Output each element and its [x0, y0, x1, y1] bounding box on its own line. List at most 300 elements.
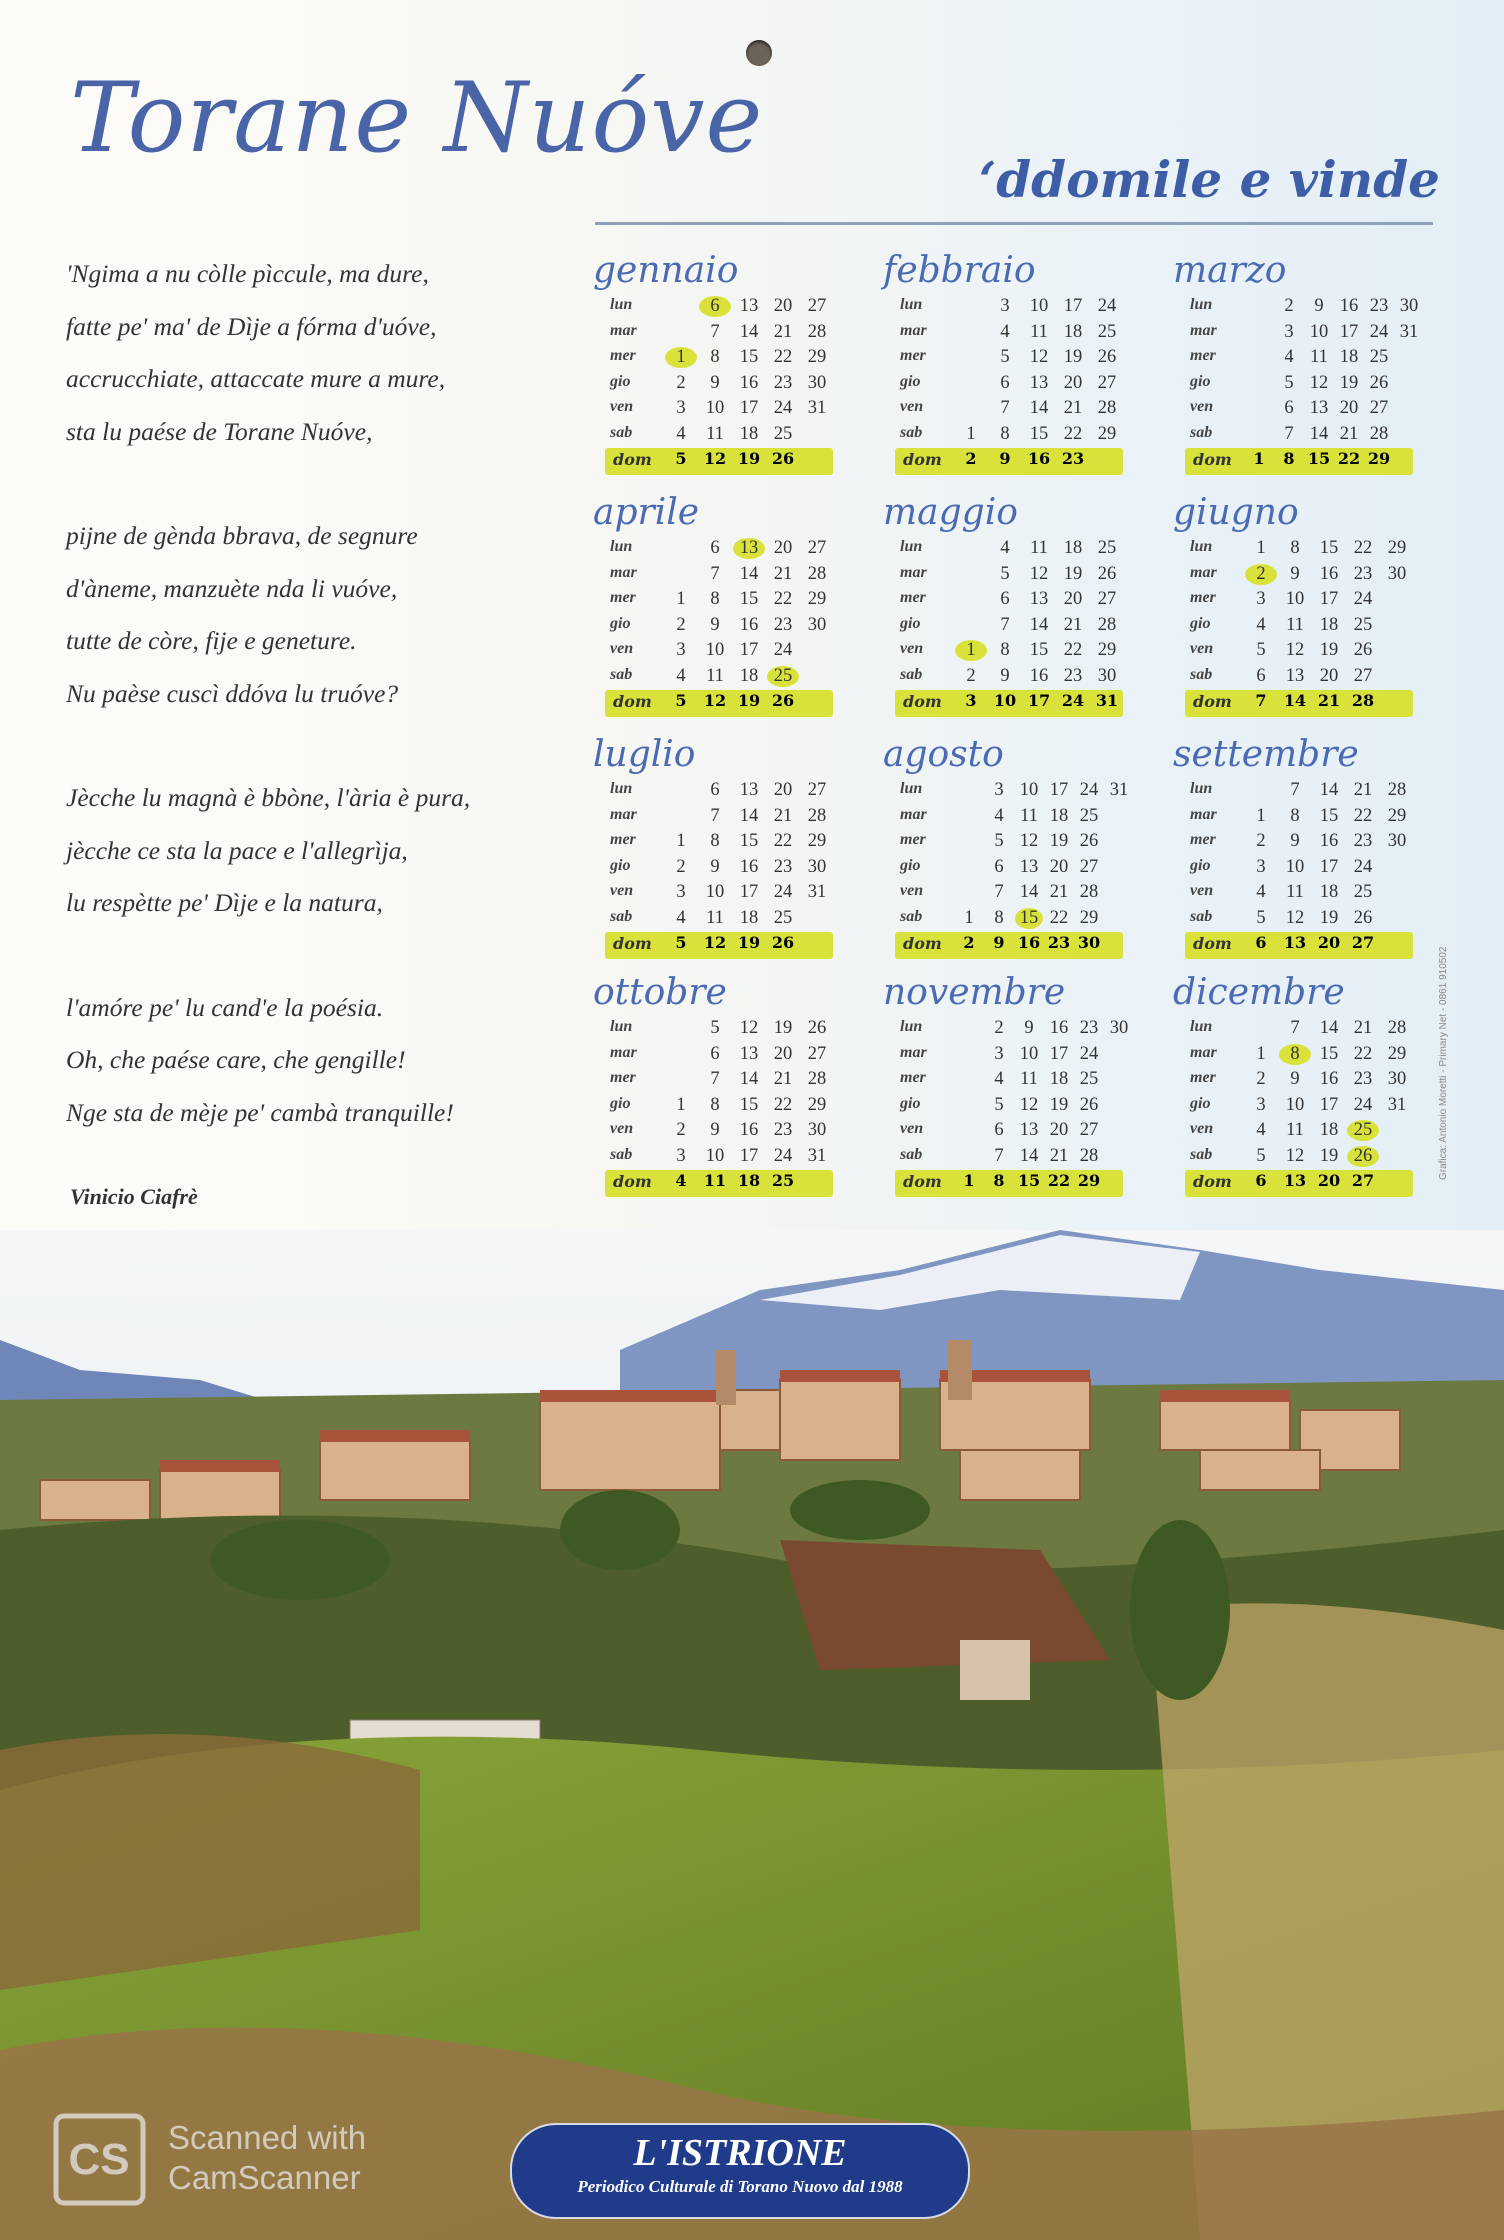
day-cell: 18 [739, 907, 759, 928]
weekday-label: ven [900, 398, 924, 415]
day-cell: 8 [1000, 640, 1010, 660]
month-novembre [880, 972, 1165, 1207]
week-row-dom [895, 1170, 1123, 1197]
week-row-dom [605, 690, 833, 717]
day-cell: 8 [710, 347, 720, 367]
day-cell: 3 [1256, 856, 1266, 877]
day-cell: 21 [1317, 691, 1341, 710]
day-cell: 10 [1285, 589, 1305, 609]
weekday-label: gio [610, 1094, 631, 1112]
day-cell: 28 [1351, 691, 1375, 710]
day-cell: 19 [1319, 1145, 1339, 1166]
day-cell: 16 [1029, 665, 1049, 686]
day-cell: 28 [1387, 1018, 1407, 1038]
day-cell: 30 [1387, 563, 1407, 584]
day-cell: 4 [994, 1069, 1004, 1089]
day-cell: 11 [706, 665, 724, 686]
day-cell: 2 [1256, 1069, 1266, 1089]
day-cell: 19 [1063, 563, 1083, 584]
weekday-label: sab [900, 665, 923, 683]
day-cell: 14 [739, 563, 759, 584]
day-cell: 16 [1319, 563, 1339, 584]
day-cell: 3 [676, 398, 686, 418]
day-cell: 7 [710, 805, 720, 826]
day-cell: 29 [1097, 640, 1117, 660]
weekday-label: ven [1190, 398, 1214, 415]
day-cell: 31 [1109, 780, 1129, 800]
week-row-dom [605, 1170, 833, 1197]
day-cell: 13 [1285, 665, 1305, 686]
day-cell: 8 [710, 589, 720, 609]
day-cell: 6 [1000, 589, 1010, 609]
day-cell: 20 [773, 780, 793, 800]
day-cell: 18 [1063, 321, 1083, 342]
day-cell: 22 [773, 347, 793, 367]
weekday-label: mer [900, 589, 926, 606]
day-cell: 2 [676, 856, 686, 877]
day-cell: 25 [1097, 538, 1117, 558]
day-cell: 29 [1079, 907, 1099, 928]
day-cell: 18 [1319, 882, 1339, 902]
day-cell: 28 [1079, 882, 1099, 902]
day-cell: 22 [1353, 538, 1373, 558]
weekday-label: gio [1190, 1094, 1211, 1112]
day-cell: 5 [1284, 372, 1294, 393]
day-cell: 3 [994, 1043, 1004, 1064]
day-cell: 19 [1049, 1094, 1069, 1115]
weekday-label: lun [1190, 1018, 1213, 1035]
month-name: gennaio [593, 250, 739, 291]
day-cell: 1 [665, 347, 697, 368]
day-cell: 7 [710, 563, 720, 584]
day-cell: 11 [703, 1171, 727, 1190]
weekday-label: dom [613, 934, 652, 953]
day-cell: 27 [1353, 665, 1373, 686]
day-cell: 16 [1049, 1018, 1069, 1038]
day-cell: 28 [1079, 1145, 1099, 1166]
day-cell: 5 [1256, 1145, 1266, 1166]
day-cell: 12 [1309, 372, 1329, 393]
weekday-label: lun [1190, 296, 1213, 313]
poem-stanza [66, 510, 566, 720]
week-row-dom [1185, 448, 1413, 475]
weekday-label: sab [610, 1145, 633, 1163]
month-name: giugno [1173, 492, 1299, 533]
weekday-label: mer [1190, 347, 1216, 364]
weekday-label: dom [903, 450, 942, 469]
day-cell: 5 [994, 831, 1004, 851]
day-cell: 3 [965, 691, 977, 710]
day-cell: 2 [963, 933, 975, 952]
day-cell: 1 [966, 423, 976, 444]
day-cell: 20 [773, 296, 793, 316]
day-cell: 13 [1029, 372, 1049, 393]
weekday-label: gio [900, 1094, 921, 1112]
day-cell: 6 [1000, 372, 1010, 393]
day-cell: 24 [773, 398, 793, 418]
poem-line: Jècche lu magnà è bbòne, l'ària è pura, [66, 783, 471, 812]
week-row-dom [605, 448, 833, 475]
day-cell: 15 [1017, 1171, 1041, 1190]
day-cell: 30 [1109, 1018, 1129, 1038]
day-cell: 14 [1319, 780, 1339, 800]
day-cell: 10 [1285, 1094, 1305, 1115]
day-cell: 20 [1317, 1171, 1341, 1190]
day-cell: 29 [807, 347, 827, 367]
poem-line: Nu paèse cuscì ddóva lu truóve? [66, 678, 399, 708]
month-gennaio [590, 250, 875, 485]
week-row-dom [1185, 1170, 1413, 1197]
day-cell: 10 [1029, 296, 1049, 316]
day-cell: 10 [705, 398, 725, 418]
day-cell: 10 [1019, 1043, 1039, 1064]
poem-line: Nge sta de mèje pe' cambà tranquille! [66, 1097, 454, 1127]
day-cell: 12 [1285, 907, 1305, 928]
day-cell: 6 [1255, 1171, 1267, 1190]
day-cell: 29 [807, 831, 827, 851]
watermark-line1: Scanned with [168, 2119, 367, 2156]
day-cell: 21 [1063, 398, 1083, 418]
day-cell: 29 [807, 589, 827, 609]
weekday-label: mer [1190, 589, 1216, 606]
day-cell: 31 [1399, 321, 1419, 342]
day-cell: 27 [1079, 1120, 1099, 1140]
day-cell: 25 [773, 423, 793, 444]
day-cell: 1 [676, 589, 686, 609]
day-cell: 20 [1063, 589, 1083, 609]
day-cell: 12 [703, 691, 727, 710]
poem-line: tutte de còre, fije e geneture. [66, 626, 357, 655]
weekday-label: sab [1190, 1145, 1213, 1163]
day-cell: 2 [966, 665, 976, 686]
day-cell: 27 [807, 296, 827, 316]
day-cell: 11 [1030, 538, 1048, 558]
day-cell: 22 [1063, 423, 1083, 444]
day-cell: 4 [1000, 321, 1010, 342]
weekday-label: mar [900, 805, 927, 823]
day-cell: 13 [1309, 398, 1329, 418]
day-cell: 24 [1353, 589, 1373, 609]
day-cell: 1 [676, 1094, 686, 1115]
poem-line: l'amóre pe' lu cand'e la poésia. [66, 992, 384, 1022]
day-cell: 22 [773, 589, 793, 609]
day-cell: 17 [739, 1145, 759, 1166]
day-cell: 3 [1284, 321, 1294, 342]
day-cell: 25 [1353, 614, 1373, 635]
day-cell: 8 [1290, 805, 1300, 826]
day-cell: 6 [710, 1043, 720, 1064]
day-cell: 30 [807, 856, 827, 877]
day-cell: 13 [1029, 589, 1049, 609]
day-cell: 9 [710, 614, 720, 635]
day-cell: 24 [1079, 780, 1099, 800]
day-cell: 26 [1369, 372, 1389, 393]
day-cell: 8 [993, 1171, 1005, 1190]
week-row-dom [605, 932, 833, 959]
day-cell: 30 [807, 1120, 827, 1140]
day-cell: 1 [964, 907, 974, 928]
month-name: novembre [883, 972, 1066, 1013]
day-cell: 13 [1019, 856, 1039, 877]
day-cell: 28 [807, 805, 827, 826]
day-cell: 9 [993, 933, 1005, 952]
day-cell: 2 [1284, 296, 1294, 316]
day-cell: 17 [1049, 780, 1069, 800]
day-cell: 4 [1256, 1120, 1266, 1140]
day-cell: 2 [965, 449, 977, 468]
day-cell: 18 [1339, 347, 1359, 367]
month-name: marzo [1173, 250, 1287, 291]
day-cell: 25 [1369, 347, 1389, 367]
day-cell: 20 [1319, 665, 1339, 686]
poem-line: jècche ce sta la pace e l'allegrìja, [66, 835, 408, 865]
day-cell: 23 [1061, 449, 1085, 468]
day-cell: 21 [1339, 423, 1359, 444]
day-cell: 26 [771, 691, 795, 710]
day-cell: 21 [1063, 614, 1083, 635]
day-cell: 16 [739, 614, 759, 635]
weekday-label: sab [900, 1145, 923, 1163]
weekday-label: mer [900, 347, 926, 364]
weekday-label: mar [900, 1043, 927, 1061]
month-aprile [590, 492, 875, 727]
day-cell: 18 [1049, 805, 1069, 826]
weekday-label: dom [613, 1172, 652, 1191]
week-row-dom [1185, 690, 1413, 717]
day-cell: 12 [739, 1018, 759, 1038]
weekday-label: lun [610, 296, 633, 313]
day-cell: 29 [1077, 1171, 1101, 1190]
day-cell: 7 [1255, 691, 1267, 710]
month-settembre [1170, 734, 1455, 969]
day-cell: 19 [1063, 347, 1083, 367]
day-cell: 17 [739, 882, 759, 902]
day-cell: 31 [807, 1145, 827, 1166]
day-cell: 28 [1097, 614, 1117, 635]
day-cell: 8 [1290, 538, 1300, 558]
day-cell: 14 [1283, 691, 1307, 710]
day-cell: 4 [676, 907, 686, 928]
month-name: dicembre [1173, 972, 1345, 1013]
month-maggio [880, 492, 1165, 727]
day-cell: 4 [676, 423, 686, 444]
weekday-label: ven [1190, 882, 1214, 899]
weekday-label: gio [610, 614, 631, 632]
poem-line: lu respètte pe' Dìje e la natura, [66, 888, 383, 917]
publisher-tagline: Periodico Culturale di Torano Nuovo dal 1988 [577, 2177, 903, 2196]
day-cell: 27 [1369, 398, 1389, 418]
weekday-label: mer [1190, 1069, 1216, 1086]
day-cell: 11 [1286, 1120, 1304, 1140]
day-cell: 9 [710, 1120, 720, 1140]
day-cell: 11 [706, 907, 724, 928]
day-cell: 11 [706, 423, 724, 444]
day-cell: 23 [773, 1120, 793, 1140]
month-name: maggio [883, 492, 1018, 533]
weekday-label: lun [610, 1018, 633, 1035]
day-cell: 5 [1000, 347, 1010, 367]
day-cell: 24 [1061, 691, 1085, 710]
weekday-label: sab [1190, 665, 1213, 683]
day-cell: 26 [807, 1018, 827, 1038]
day-cell: 20 [1317, 933, 1341, 952]
weekday-label: dom [1193, 450, 1232, 469]
day-cell: 9 [1290, 831, 1300, 851]
graphic-credit: Grafica: Antonio Moretti - Primary Net - 0861 910502 [1438, 946, 1449, 1180]
weekday-label: lun [610, 538, 633, 555]
weekday-label: ven [1190, 640, 1214, 657]
day-cell: 28 [807, 563, 827, 584]
day-cell: 25 [1097, 321, 1117, 342]
day-cell: 6 [994, 856, 1004, 877]
day-cell: 16 [1319, 1069, 1339, 1089]
day-cell: 5 [710, 1018, 720, 1038]
day-cell: 9 [1290, 1069, 1300, 1089]
day-cell: 3 [676, 640, 686, 660]
day-cell: 14 [1309, 423, 1329, 444]
day-cell: 14 [1029, 398, 1049, 418]
day-cell: 23 [773, 856, 793, 877]
day-cell: 11 [1030, 321, 1048, 342]
day-cell: 7 [710, 1069, 720, 1089]
day-cell: 26 [1347, 1146, 1379, 1167]
weekday-label: mer [900, 1069, 926, 1086]
poem-line: d'àneme, manzuète nda li vuóve, [66, 573, 398, 603]
page-title: Torane Nuóve [70, 62, 764, 174]
poem-line: 'Ngima a nu còlle pìccule, ma dure, [66, 259, 429, 288]
weekday-label: mar [610, 805, 637, 823]
day-cell: 30 [1399, 296, 1419, 316]
weekday-label: dom [903, 692, 942, 711]
day-cell: 15 [1015, 908, 1043, 929]
weekday-label: gio [1190, 372, 1211, 390]
day-cell: 3 [994, 780, 1004, 800]
day-cell: 31 [807, 882, 827, 902]
weekday-label: ven [900, 640, 924, 657]
weekday-label: sab [900, 423, 923, 441]
day-cell: 14 [1019, 882, 1039, 902]
day-cell: 7 [1290, 1018, 1300, 1038]
day-cell: 3 [676, 1145, 686, 1166]
weekday-label: ven [610, 398, 634, 415]
weekday-label: ven [1190, 1120, 1214, 1137]
day-cell: 4 [1284, 347, 1294, 367]
day-cell: 27 [1079, 856, 1099, 877]
day-cell: 19 [737, 449, 761, 468]
day-cell: 6 [1255, 933, 1267, 952]
weekday-label: lun [1190, 538, 1213, 555]
day-cell: 28 [1097, 398, 1117, 418]
weekday-label: mer [610, 589, 636, 606]
day-cell: 4 [1000, 538, 1010, 558]
weekday-label: lun [900, 296, 923, 313]
day-cell: 6 [994, 1120, 1004, 1140]
camscanner-logo-text: CS [68, 2135, 130, 2184]
day-cell: 23 [1369, 296, 1389, 316]
poem-line: accrucchiate, attaccate mure a mure, [66, 364, 446, 393]
poem-line: fatte pe' ma' de Dìje a fórma d'uóve, [66, 311, 437, 341]
weekday-label: lun [610, 780, 633, 797]
month-ottobre [590, 972, 875, 1207]
day-cell: 13 [1283, 933, 1307, 952]
day-cell: 1 [1253, 449, 1265, 468]
weekday-label: gio [900, 856, 921, 874]
day-cell: 29 [1387, 538, 1407, 558]
day-cell: 10 [705, 882, 725, 902]
day-cell: 15 [1307, 449, 1331, 468]
day-cell: 23 [773, 614, 793, 635]
day-cell: 25 [771, 1171, 795, 1190]
day-cell: 16 [739, 372, 759, 393]
day-cell: 22 [1353, 1043, 1373, 1064]
day-cell: 22 [1337, 449, 1361, 468]
day-cell: 24 [1097, 296, 1117, 316]
day-cell: 30 [1077, 933, 1101, 952]
day-cell: 3 [1256, 1094, 1266, 1115]
day-cell: 21 [1353, 1018, 1373, 1038]
day-cell: 2 [676, 1120, 686, 1140]
day-cell: 16 [1339, 296, 1359, 316]
weekday-label: mar [900, 563, 927, 581]
day-cell: 22 [773, 1094, 793, 1115]
day-cell: 29 [1387, 805, 1407, 826]
day-cell: 18 [1049, 1069, 1069, 1089]
day-cell: 26 [771, 449, 795, 468]
weekday-label: dom [1193, 1172, 1232, 1191]
day-cell: 17 [739, 398, 759, 418]
day-cell: 7 [1284, 423, 1294, 444]
day-cell: 19 [1319, 640, 1339, 660]
day-cell: 10 [705, 1145, 725, 1166]
calendar-grid [590, 250, 1450, 1210]
weekday-label: mar [1190, 321, 1217, 339]
day-cell: 9 [1000, 665, 1010, 686]
day-cell: 27 [1097, 589, 1117, 609]
day-cell: 16 [1017, 933, 1041, 952]
day-cell: 17 [1319, 1094, 1339, 1115]
month-name: luglio [593, 734, 696, 775]
month-name: agosto [883, 734, 1004, 775]
day-cell: 14 [739, 1069, 759, 1089]
weekday-label: sab [1190, 907, 1213, 925]
day-cell: 14 [739, 321, 759, 342]
day-cell: 18 [739, 665, 759, 686]
day-cell: 7 [994, 882, 1004, 902]
day-cell: 27 [1351, 1171, 1375, 1190]
day-cell: 11 [1020, 805, 1038, 826]
year-subtitle: ‘ddomile e vinde [978, 150, 1440, 209]
day-cell: 24 [773, 882, 793, 902]
day-cell: 3 [1000, 296, 1010, 316]
day-cell: 27 [807, 538, 827, 558]
day-cell: 23 [1353, 563, 1373, 584]
day-cell: 17 [1339, 321, 1359, 342]
weekday-label: dom [613, 450, 652, 469]
watermark-line2: CamScanner [168, 2159, 361, 2196]
day-cell: 20 [1339, 398, 1359, 418]
month-name: aprile [593, 492, 700, 533]
day-cell: 25 [1347, 1120, 1379, 1141]
weekday-label: gio [1190, 614, 1211, 632]
day-cell: 8 [1279, 1044, 1311, 1065]
day-cell: 13 [739, 1043, 759, 1064]
weekday-label: lun [900, 780, 923, 797]
weekday-label: sab [900, 907, 923, 925]
publisher-badge [510, 2123, 970, 2219]
day-cell: 12 [1285, 1145, 1305, 1166]
day-cell: 1 [1256, 805, 1266, 826]
day-cell: 17 [1049, 1043, 1069, 1064]
